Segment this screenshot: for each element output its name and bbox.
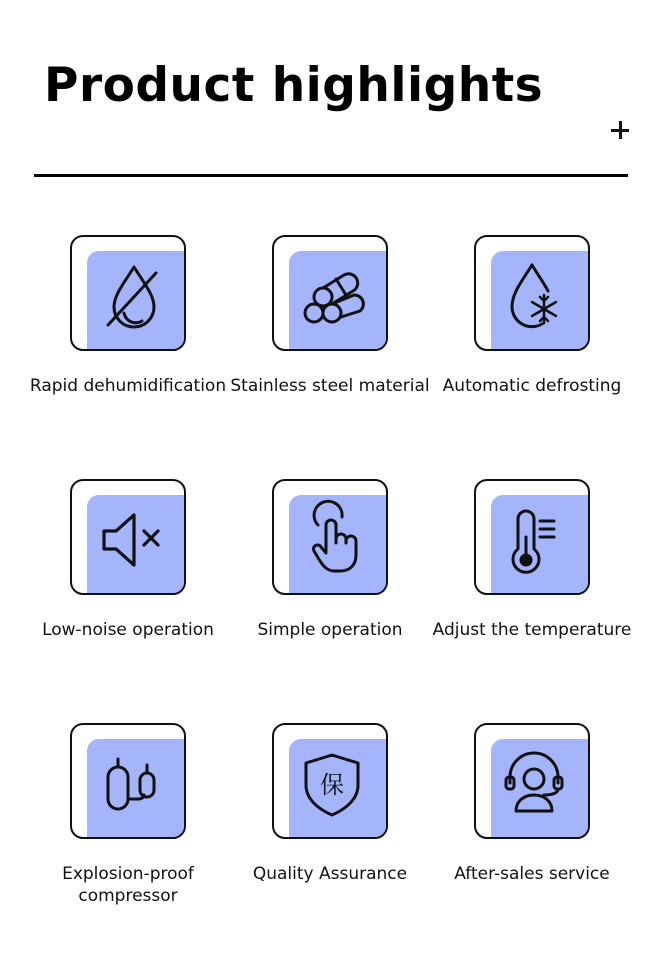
feature-label: After-sales service [454, 864, 610, 884]
feature-label: Stainless steel material [230, 376, 430, 396]
feature-card-quality-assurance [229, 723, 431, 885]
feature-label: Automatic defrosting [442, 376, 622, 396]
feature-card-after-sales [431, 723, 633, 885]
svg-text:保: 保 [320, 771, 344, 799]
speaker-mute-icon [72, 481, 186, 595]
feature-card-adjust-temperature [431, 479, 633, 641]
feature-label: Adjust the temperature [432, 620, 632, 640]
feature-label: Explosion-proof compressor [62, 864, 194, 906]
feature-label: Quality Assurance [252, 864, 408, 884]
feature-card-explosion-proof [27, 723, 229, 907]
finger-tap-icon [274, 481, 388, 595]
shield-icon [274, 725, 388, 839]
title-divider [34, 174, 628, 177]
feature-label: Simple operation [257, 620, 403, 640]
feature-label: Low-noise operation [42, 620, 214, 640]
page-title: Product highlights [44, 58, 544, 113]
headset-agent-icon [476, 725, 590, 839]
compressor-icon [72, 725, 186, 839]
feature-card-stainless-steel [229, 235, 431, 397]
drop-snowflake-icon [476, 237, 590, 351]
feature-label: Rapid dehumidification [29, 376, 227, 396]
thermometer-icon [476, 481, 590, 595]
feature-card-rapid-dehumidification [27, 235, 229, 397]
feature-card-automatic-defrosting [431, 235, 633, 397]
feature-card-low-noise [27, 479, 229, 641]
steel-pipes-icon [274, 237, 388, 351]
feature-card-simple-operation [229, 479, 431, 641]
plus-icon[interactable] [610, 120, 630, 140]
no-water-drop-icon [72, 237, 186, 351]
